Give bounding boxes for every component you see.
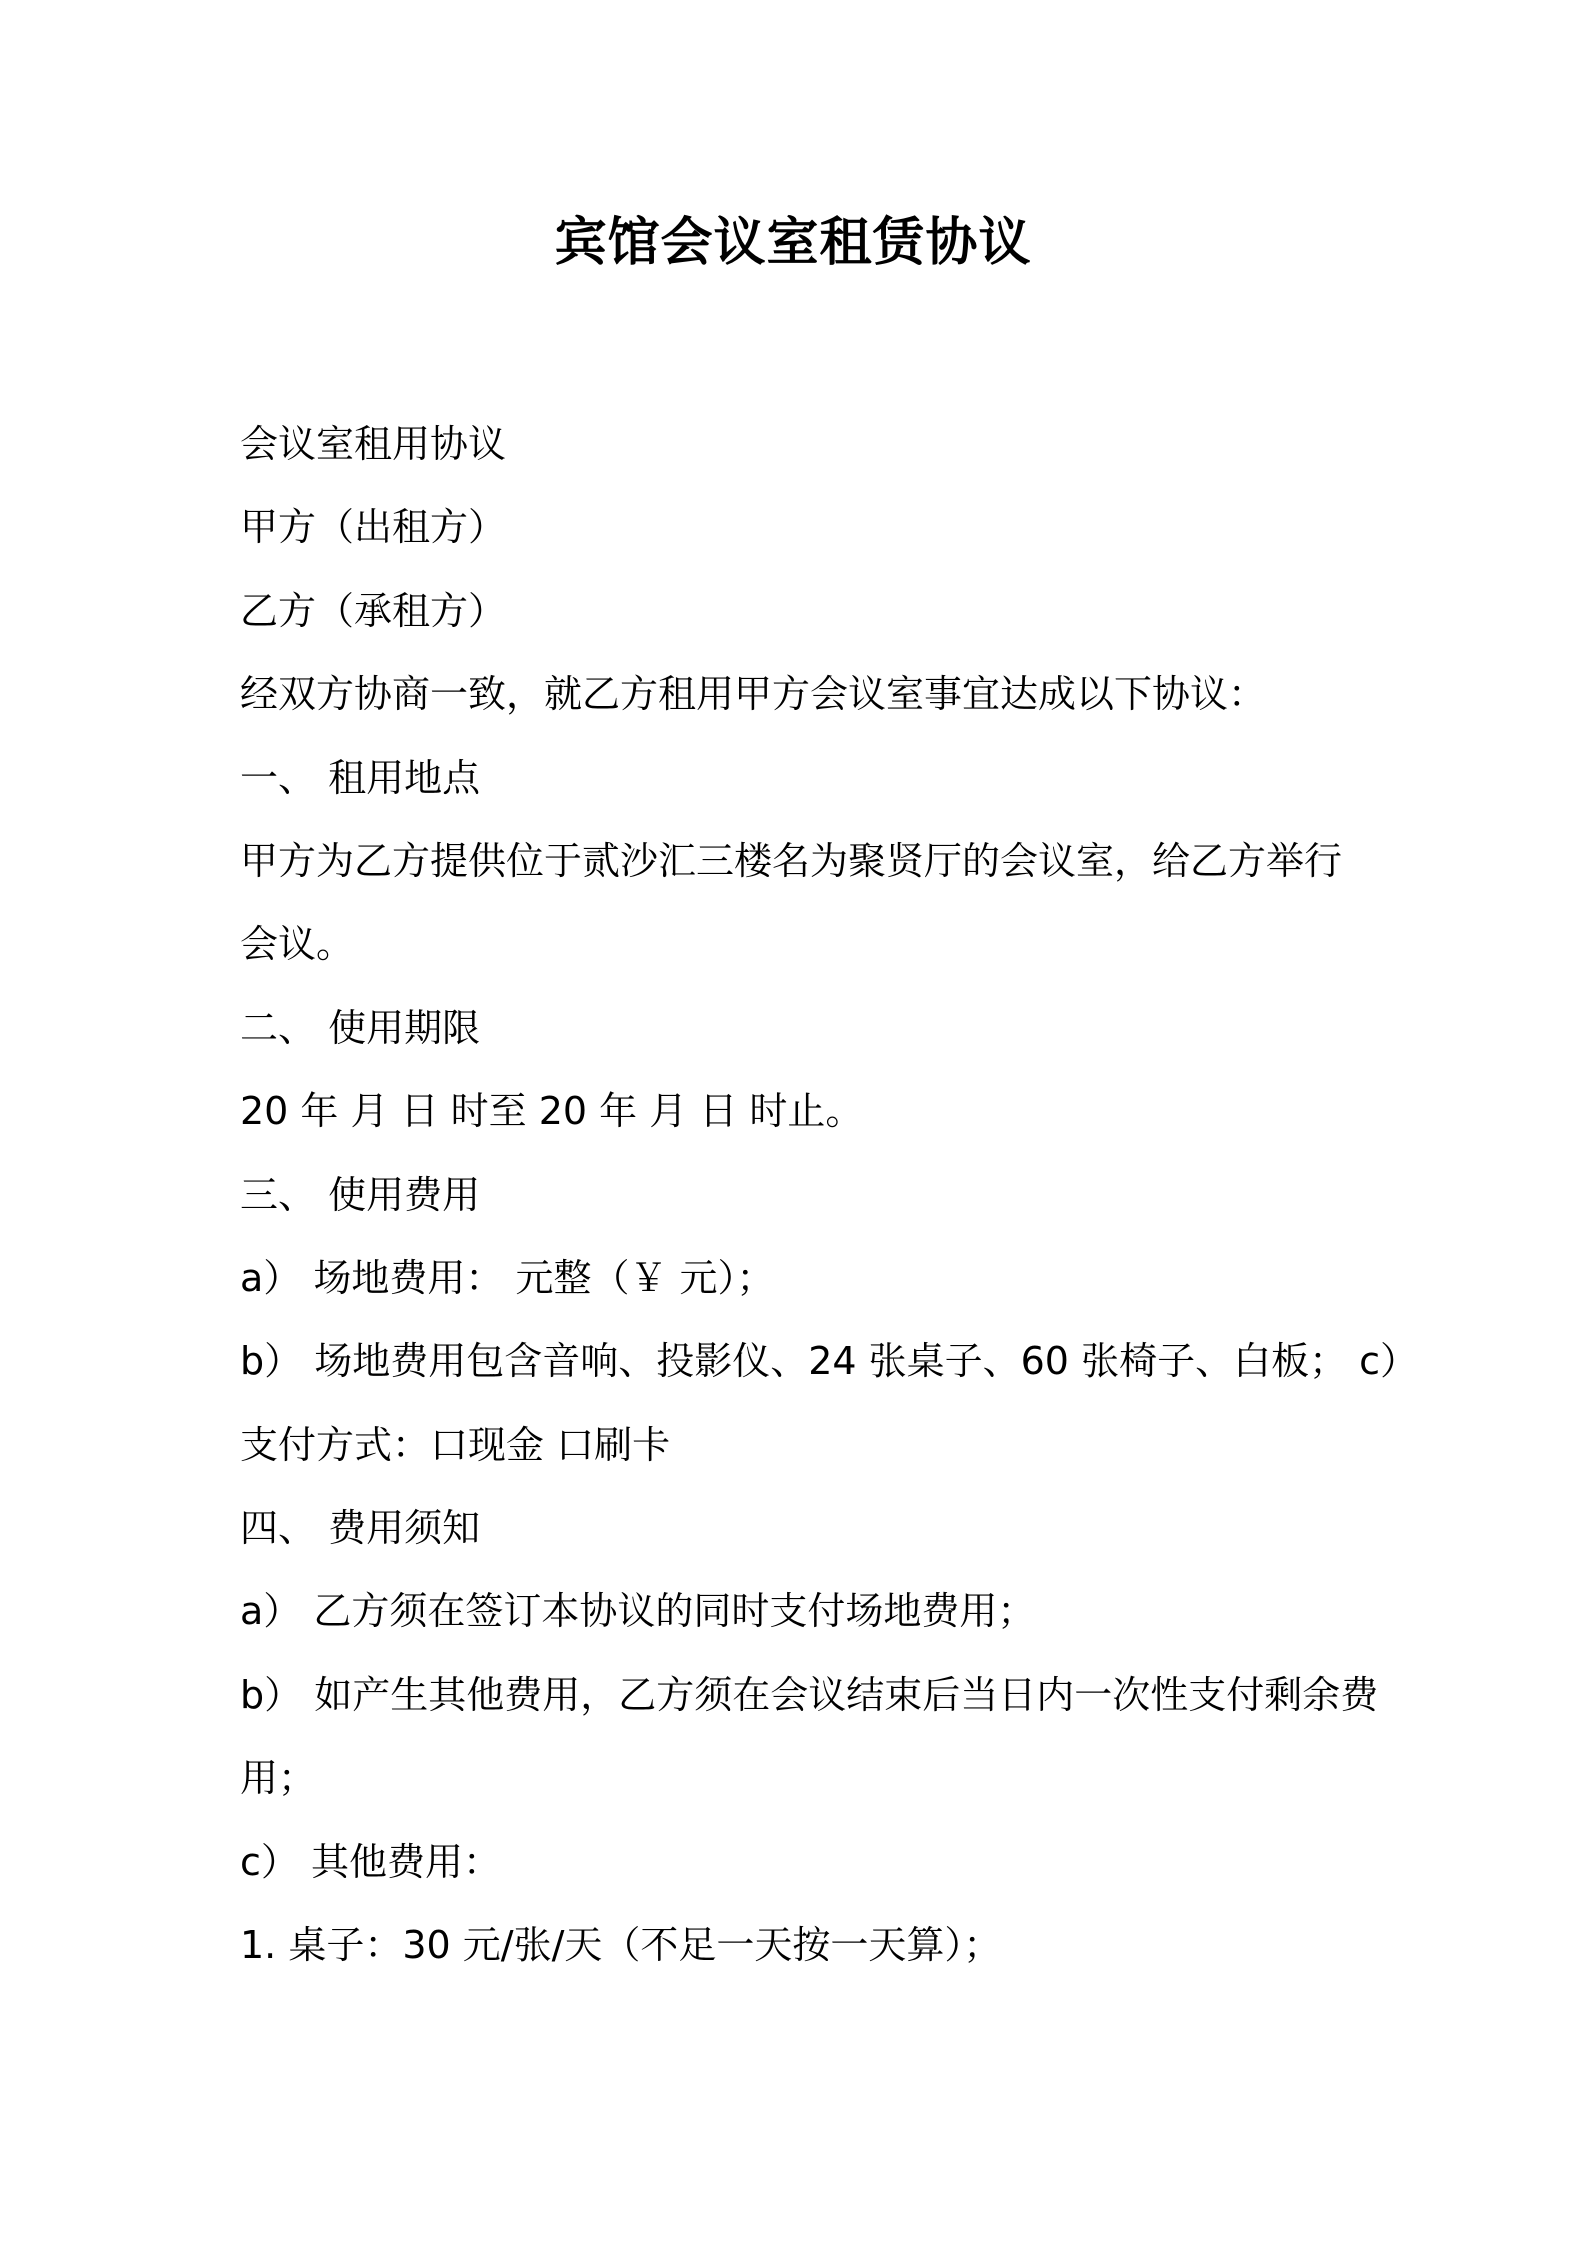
- body-line: 用；: [240, 1756, 317, 1801]
- section-heading: 二、 使用期限: [240, 1005, 481, 1050]
- body-line: 会议室租用协议: [240, 422, 507, 466]
- body-line: a） 场地费用： 元整（￥ 元）；: [240, 1255, 775, 1300]
- body-line: 乙方（承租方）: [240, 588, 507, 633]
- body-line: 支付方式：口现金 口刷卡: [240, 1422, 671, 1467]
- body-line: a） 乙方须在签订本协议的同时支付场地费用；: [240, 1589, 1036, 1634]
- body-line: 20 年 月 日 时至 20 年 月 日 时止。: [240, 1089, 864, 1134]
- body-line: b） 场地费用包含音响、投影仪、24 张桌子、60 张椅子、白板； c）: [240, 1339, 1419, 1384]
- body-line: 1. 桌子：30 元/张/天（不足一天按一天算）；: [240, 1923, 1002, 1968]
- body-line: 甲方为乙方提供位于贰沙汇三楼名为聚贤厅的会议室，给乙方举行: [240, 838, 1343, 883]
- section-heading: 三、 使用费用: [240, 1172, 481, 1217]
- section-heading: 四、 费用须知: [240, 1506, 481, 1551]
- body-line: 会议。: [240, 922, 355, 967]
- body-line: b） 如产生其他费用，乙方须在会议结束后当日内一次性支付剩余费: [240, 1672, 1379, 1717]
- body-line: 甲方（出租方）: [240, 505, 507, 550]
- document-body: [240, 403, 1419, 1987]
- body-line: c） 其他费用：: [240, 1839, 501, 1884]
- body-line: 经双方协商一致，就乙方租用甲方会议室事宜达成以下协议：: [240, 672, 1267, 717]
- document-title: 宾馆会议室租赁协议: [554, 213, 1032, 273]
- section-heading: 一、 租用地点: [240, 755, 481, 800]
